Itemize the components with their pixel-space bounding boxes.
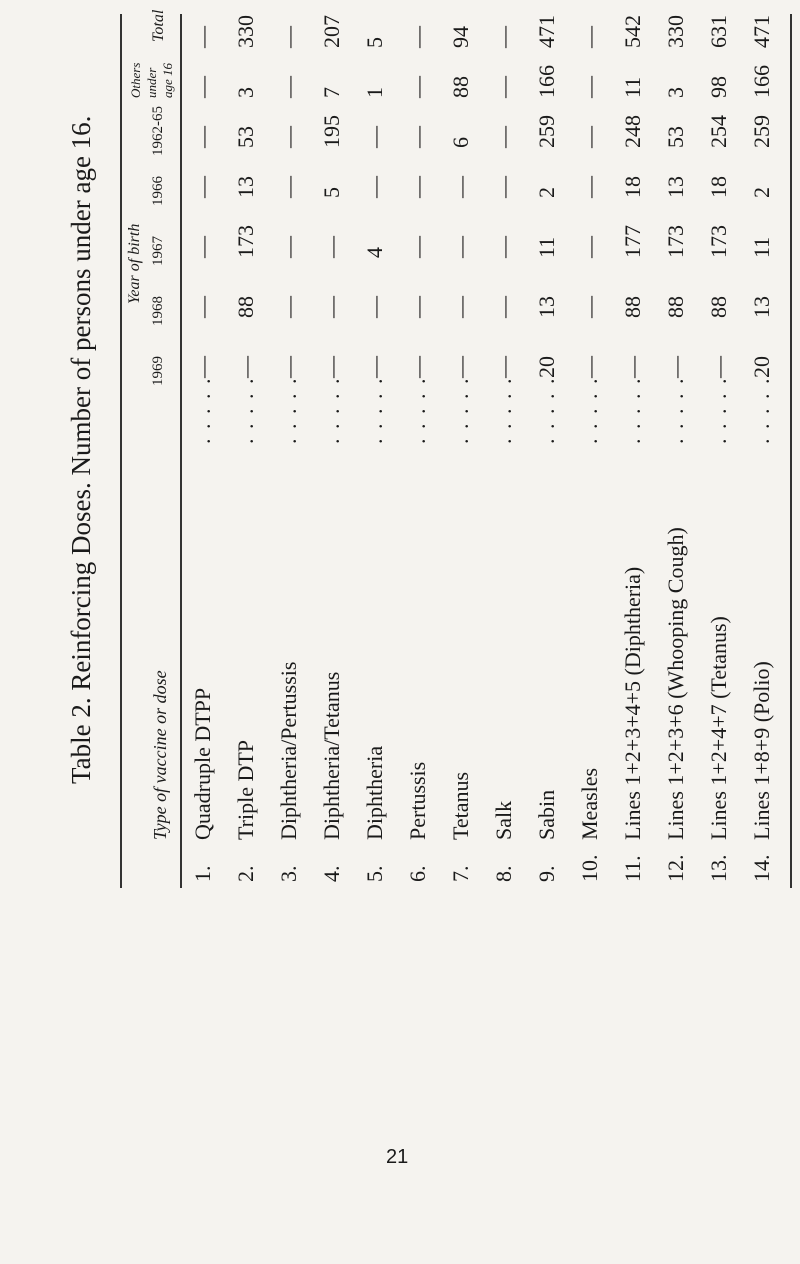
cell: 166 [534, 65, 559, 98]
cell: — [405, 26, 430, 48]
leader-dots: . . . . . [319, 376, 344, 444]
cell: 18 [620, 176, 645, 198]
cell: — [362, 126, 387, 148]
cell: 11 [749, 236, 774, 258]
cell: 471 [534, 15, 559, 48]
cell: — [491, 356, 516, 378]
cell: — [276, 26, 301, 48]
cell: 542 [620, 15, 645, 48]
others-header-line-2: age 16 [160, 62, 175, 98]
cell: — [362, 176, 387, 198]
others-header-line-1: under [144, 67, 159, 98]
table-rule-2 [790, 14, 792, 888]
leader-dots: . . . . . [190, 376, 215, 444]
cell: 2 [749, 187, 774, 198]
row-number: 11. [620, 855, 645, 882]
year-col-label-0: 1969 [150, 356, 166, 386]
row-label: Triple DTP [233, 739, 258, 840]
cell: — [577, 236, 602, 258]
row-label: Quadruple DTPP [190, 687, 215, 840]
leader-dots: . . . . . [448, 376, 473, 444]
type-column-header: Type of vaccine or dose [150, 670, 170, 840]
cell: — [276, 236, 301, 258]
cell: 259 [534, 115, 559, 148]
row-label: Lines 1+2+3+4+5 (Diphtheria) [620, 566, 645, 840]
cell: — [190, 176, 215, 198]
cell: 13 [534, 296, 559, 318]
row-label: Lines 1+2+4+7 (Tetanus) [706, 616, 731, 840]
cell: 3 [233, 87, 258, 98]
cell: 4 [362, 247, 387, 258]
cell: — [491, 176, 516, 198]
cell: 13 [663, 176, 688, 198]
table-rule-1 [180, 14, 182, 888]
cell: — [448, 296, 473, 318]
row-number: 7. [448, 865, 473, 882]
cell: — [276, 356, 301, 378]
leader-dots: . . . . . [362, 376, 387, 444]
cell: — [405, 126, 430, 148]
cell: 173 [663, 225, 688, 258]
cell: — [319, 236, 344, 258]
cell: — [190, 26, 215, 48]
leader-dots: . . . . . [577, 376, 602, 444]
row-number: 2. [233, 865, 258, 882]
cell: 248 [620, 115, 645, 148]
cell: 259 [749, 115, 774, 148]
cell: 53 [663, 126, 688, 148]
row-label: Diphtheria/Tetanus [319, 671, 344, 840]
row-number: 4. [319, 865, 344, 882]
leader-dots: . . . . . [491, 376, 516, 444]
leader-dots: . . . . . [233, 376, 258, 444]
leader-dots: . . . . . [405, 376, 430, 444]
cell: 88 [706, 296, 731, 318]
cell: 11 [620, 76, 645, 98]
cell: 98 [706, 76, 731, 98]
cell: 195 [319, 115, 344, 148]
cell: — [577, 76, 602, 98]
cell: — [577, 126, 602, 148]
page-number-visible: 21 [386, 1146, 409, 1168]
cell: — [448, 236, 473, 258]
cell: 94 [448, 26, 473, 48]
cell: 173 [233, 225, 258, 258]
cell: — [577, 356, 602, 378]
cell: 53 [233, 126, 258, 148]
cell: 471 [749, 15, 774, 48]
cell: — [491, 236, 516, 258]
row-label: Measles [577, 767, 602, 840]
cell: — [577, 176, 602, 198]
leader-dots: . . . . . [620, 376, 645, 444]
cell: 18 [706, 176, 731, 198]
row-label: Tetanus [448, 771, 473, 840]
cell: 7 [319, 87, 344, 98]
cell: — [405, 236, 430, 258]
cell: — [491, 296, 516, 318]
cell: 173 [706, 225, 731, 258]
cell: — [276, 76, 301, 98]
row-number: 10. [577, 854, 602, 882]
row-number: 6. [405, 865, 430, 882]
cell: 2 [534, 187, 559, 198]
cell: — [663, 356, 688, 378]
row-number: 14. [749, 854, 774, 882]
cell: — [190, 296, 215, 318]
leader-dots: . . . . . [276, 376, 301, 444]
total-header: Total [150, 9, 167, 42]
cell: — [362, 356, 387, 378]
leader-dots: . . . . . [706, 376, 731, 444]
cell: — [319, 356, 344, 378]
leader-dots: . . . . . [534, 376, 559, 444]
year-col-label-4: 1962-65 [150, 106, 166, 156]
cell: 1 [362, 87, 387, 98]
cell: — [319, 296, 344, 318]
cell: — [405, 176, 430, 198]
cell: 88 [448, 76, 473, 98]
cell: 88 [233, 296, 258, 318]
row-number: 1. [190, 865, 215, 882]
row-label: Sabin [534, 789, 559, 840]
cell: — [448, 356, 473, 378]
cell: — [362, 296, 387, 318]
cell: 20 [534, 356, 559, 378]
table-rule-0 [120, 14, 122, 888]
cell: — [190, 126, 215, 148]
cell: — [405, 356, 430, 378]
row-label: Lines 1+2+3+6 (Whooping Cough) [663, 527, 688, 840]
cell: 13 [749, 296, 774, 318]
cell: 330 [233, 15, 258, 48]
leader-dots: . . . . . [749, 376, 774, 444]
year-col-label-2: 1967 [150, 236, 166, 266]
cell: 5 [319, 187, 344, 198]
row-label: Pertussis [405, 761, 430, 840]
row-number: 3. [276, 865, 301, 882]
cell: — [706, 356, 731, 378]
row-label: Salk [491, 800, 516, 840]
cell: — [190, 356, 215, 378]
cell: — [276, 126, 301, 148]
cell: — [448, 176, 473, 198]
row-number: 13. [706, 854, 731, 882]
cell: 3 [663, 87, 688, 98]
cell: — [233, 356, 258, 378]
cell: — [491, 76, 516, 98]
cell: — [405, 76, 430, 98]
row-number: 12. [663, 854, 688, 882]
table-caption: Table 2. Reinforcing Doses. Number of persons under age 16. [66, 115, 96, 784]
cell: 207 [319, 15, 344, 48]
row-number: 9. [534, 865, 559, 882]
cell: — [190, 236, 215, 258]
cell: 631 [706, 15, 731, 48]
cell: — [276, 176, 301, 198]
cell: 254 [706, 115, 731, 148]
cell: 88 [620, 296, 645, 318]
cell: — [190, 76, 215, 98]
cell: — [405, 296, 430, 318]
year-col-label-3: 1966 [150, 176, 166, 206]
row-number: 8. [491, 865, 516, 882]
row-label: Diphtheria/Pertussis [276, 661, 301, 840]
cell: 20 [749, 356, 774, 378]
year-of-birth-header: Year of birth [126, 223, 143, 304]
cell: — [620, 356, 645, 378]
cell: — [577, 26, 602, 48]
cell: 5 [362, 37, 387, 48]
year-col-label-1: 1968 [150, 296, 166, 326]
row-label: Lines 1+8+9 (Polio) [749, 661, 774, 840]
cell: 13 [233, 176, 258, 198]
cell: 330 [663, 15, 688, 48]
row-label: Diphtheria [362, 745, 387, 840]
cell: 177 [620, 225, 645, 258]
cell: — [276, 296, 301, 318]
cell: — [491, 26, 516, 48]
others-header-line-0: Others [128, 62, 143, 98]
cell: 88 [663, 296, 688, 318]
cell: 11 [534, 236, 559, 258]
cell: 6 [448, 137, 473, 148]
row-number: 5. [362, 865, 387, 882]
leader-dots: . . . . . [663, 376, 688, 444]
cell: 166 [749, 65, 774, 98]
cell: — [577, 296, 602, 318]
cell: — [491, 126, 516, 148]
